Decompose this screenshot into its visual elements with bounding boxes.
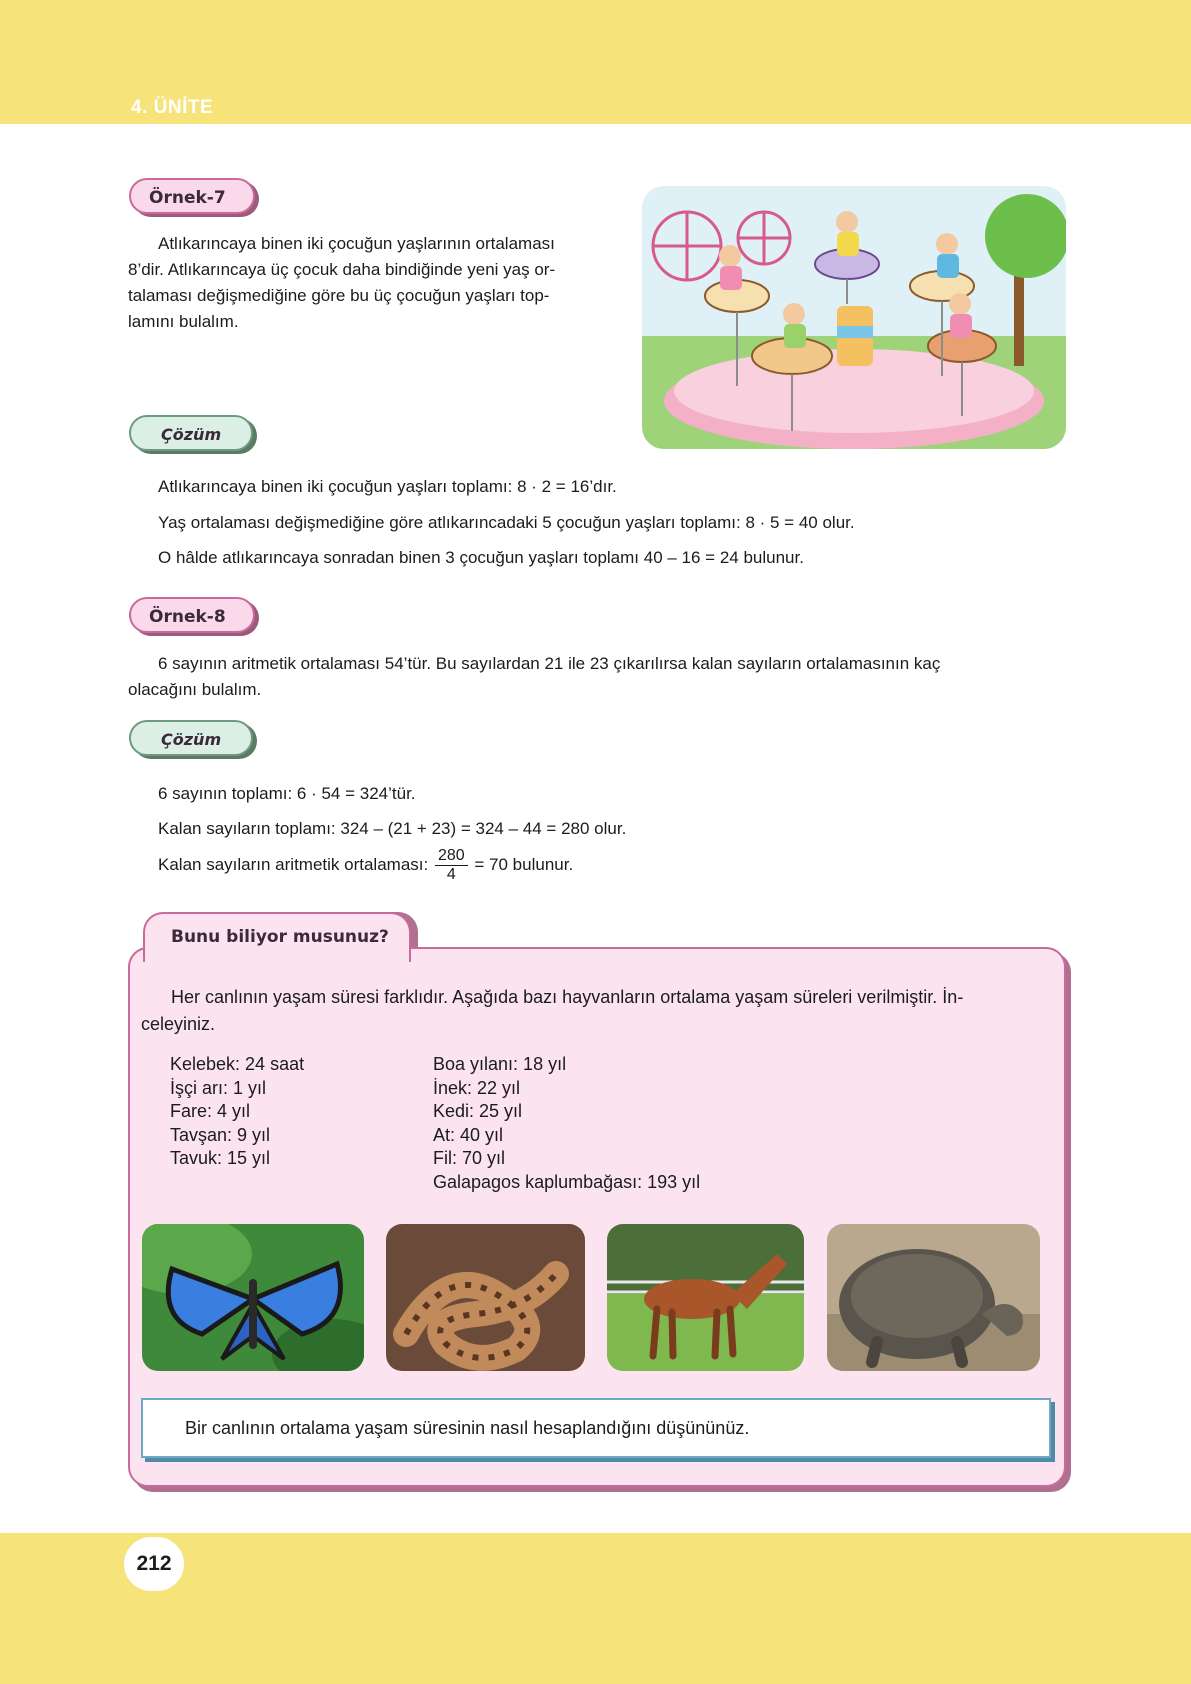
example-8-text: 6 sayının aritmetik ortalaması 54’tür. Bu sayılardan 21 ile 23 çıkarılırsa kalan sayıların ortalamasının kaç olacağını bulalım.	[128, 654, 941, 699]
list-item: Kedi: 25 yıl	[433, 1101, 523, 1121]
example-8-tag: Örnek-8	[129, 597, 255, 633]
example-8-solution-line-2: Kalan sayıların toplamı: 324 – (21 + 23) = 324 – 44 = 280 olur.	[158, 819, 627, 838]
example-7-solution-line-3: O hâlde atlıkarıncaya sonradan binen 3 çocuğun yaşları toplamı 40 – 16 = 24 bulunur.	[158, 548, 804, 567]
horse-photo	[607, 1224, 804, 1371]
list-item: Fil: 70 yıl	[433, 1148, 506, 1168]
list-item: Galapagos kaplumbağası: 193 yıl	[433, 1171, 701, 1192]
list-item: At: 40 yıl	[433, 1124, 504, 1145]
example-7-tag: Örnek-7	[129, 178, 255, 214]
think-note: Bir canlının ortalama yaşam süresinin nasıl hesaplandığını düşününüz.	[141, 1398, 1051, 1458]
list-item: İşçi arı: 1 yıl	[170, 1077, 267, 1098]
list-item: Tavşan: 9 yıl	[170, 1124, 271, 1145]
example-7-text: Atlıkarıncaya binen iki çocuğun yaşlarının ortalaması 8’dir. Atlıkarıncaya üç çocuk daha bindiğinde yeni yaş or- talaması değişmediğine göre bu üç çocuğun yaşları top- lamını bulalım.	[128, 234, 556, 331]
did-you-know-tab: Bunu biliyor musunuz?	[143, 912, 411, 962]
example-8-solution-tag: Çözüm	[129, 720, 253, 756]
example-8-average-line: Kalan sayıların aritmetik ortalaması: $\frac{280}{4}$ = 70 bulunur.	[158, 847, 574, 883]
unit-label: 4. ÜNİTE	[131, 97, 214, 118]
boa-snake-photo	[386, 1224, 585, 1371]
lifespan-list-right	[433, 1053, 700, 1194]
list-item: İnek: 22 yıl	[433, 1077, 521, 1098]
carousel-illustration	[642, 186, 1066, 449]
list-item: Boa yılanı: 18 yıl	[433, 1054, 567, 1074]
tortoise-photo	[827, 1224, 1040, 1371]
info-intro: Her canlının yaşam süresi farklıdır. Aşağıda bazı hayvanların ortalama yaşam süreleri verilmiştir. İn- celeyiniz.	[141, 987, 964, 1034]
page-number: 212	[124, 1537, 184, 1591]
example-7-solution-line-2: Yaş ortalaması değişmediğine göre atlıkarıncadaki 5 çocuğun yaşları toplamı: 8 · 5 = 40 olur.	[158, 513, 855, 532]
list-item: Kelebek: 24 saat	[170, 1054, 305, 1074]
butterfly-photo	[142, 1224, 364, 1371]
list-item: Fare: 4 yıl	[170, 1101, 251, 1121]
list-item: Tavuk: 15 yıl	[170, 1148, 271, 1168]
tree-crown	[985, 194, 1066, 278]
example-7-solution-tag: Çözüm	[129, 415, 253, 451]
example-7-solution-line-1: Atlıkarıncaya binen iki çocuğun yaşları toplamı: 8 · 2 = 16’dır.	[158, 477, 617, 496]
fraction: $\frac{280}{4}$	[435, 847, 468, 884]
lifespan-list-left	[170, 1053, 304, 1171]
example-8-solution-line-1: 6 sayının toplamı: 6 · 54 = 324’tür.	[158, 784, 416, 803]
